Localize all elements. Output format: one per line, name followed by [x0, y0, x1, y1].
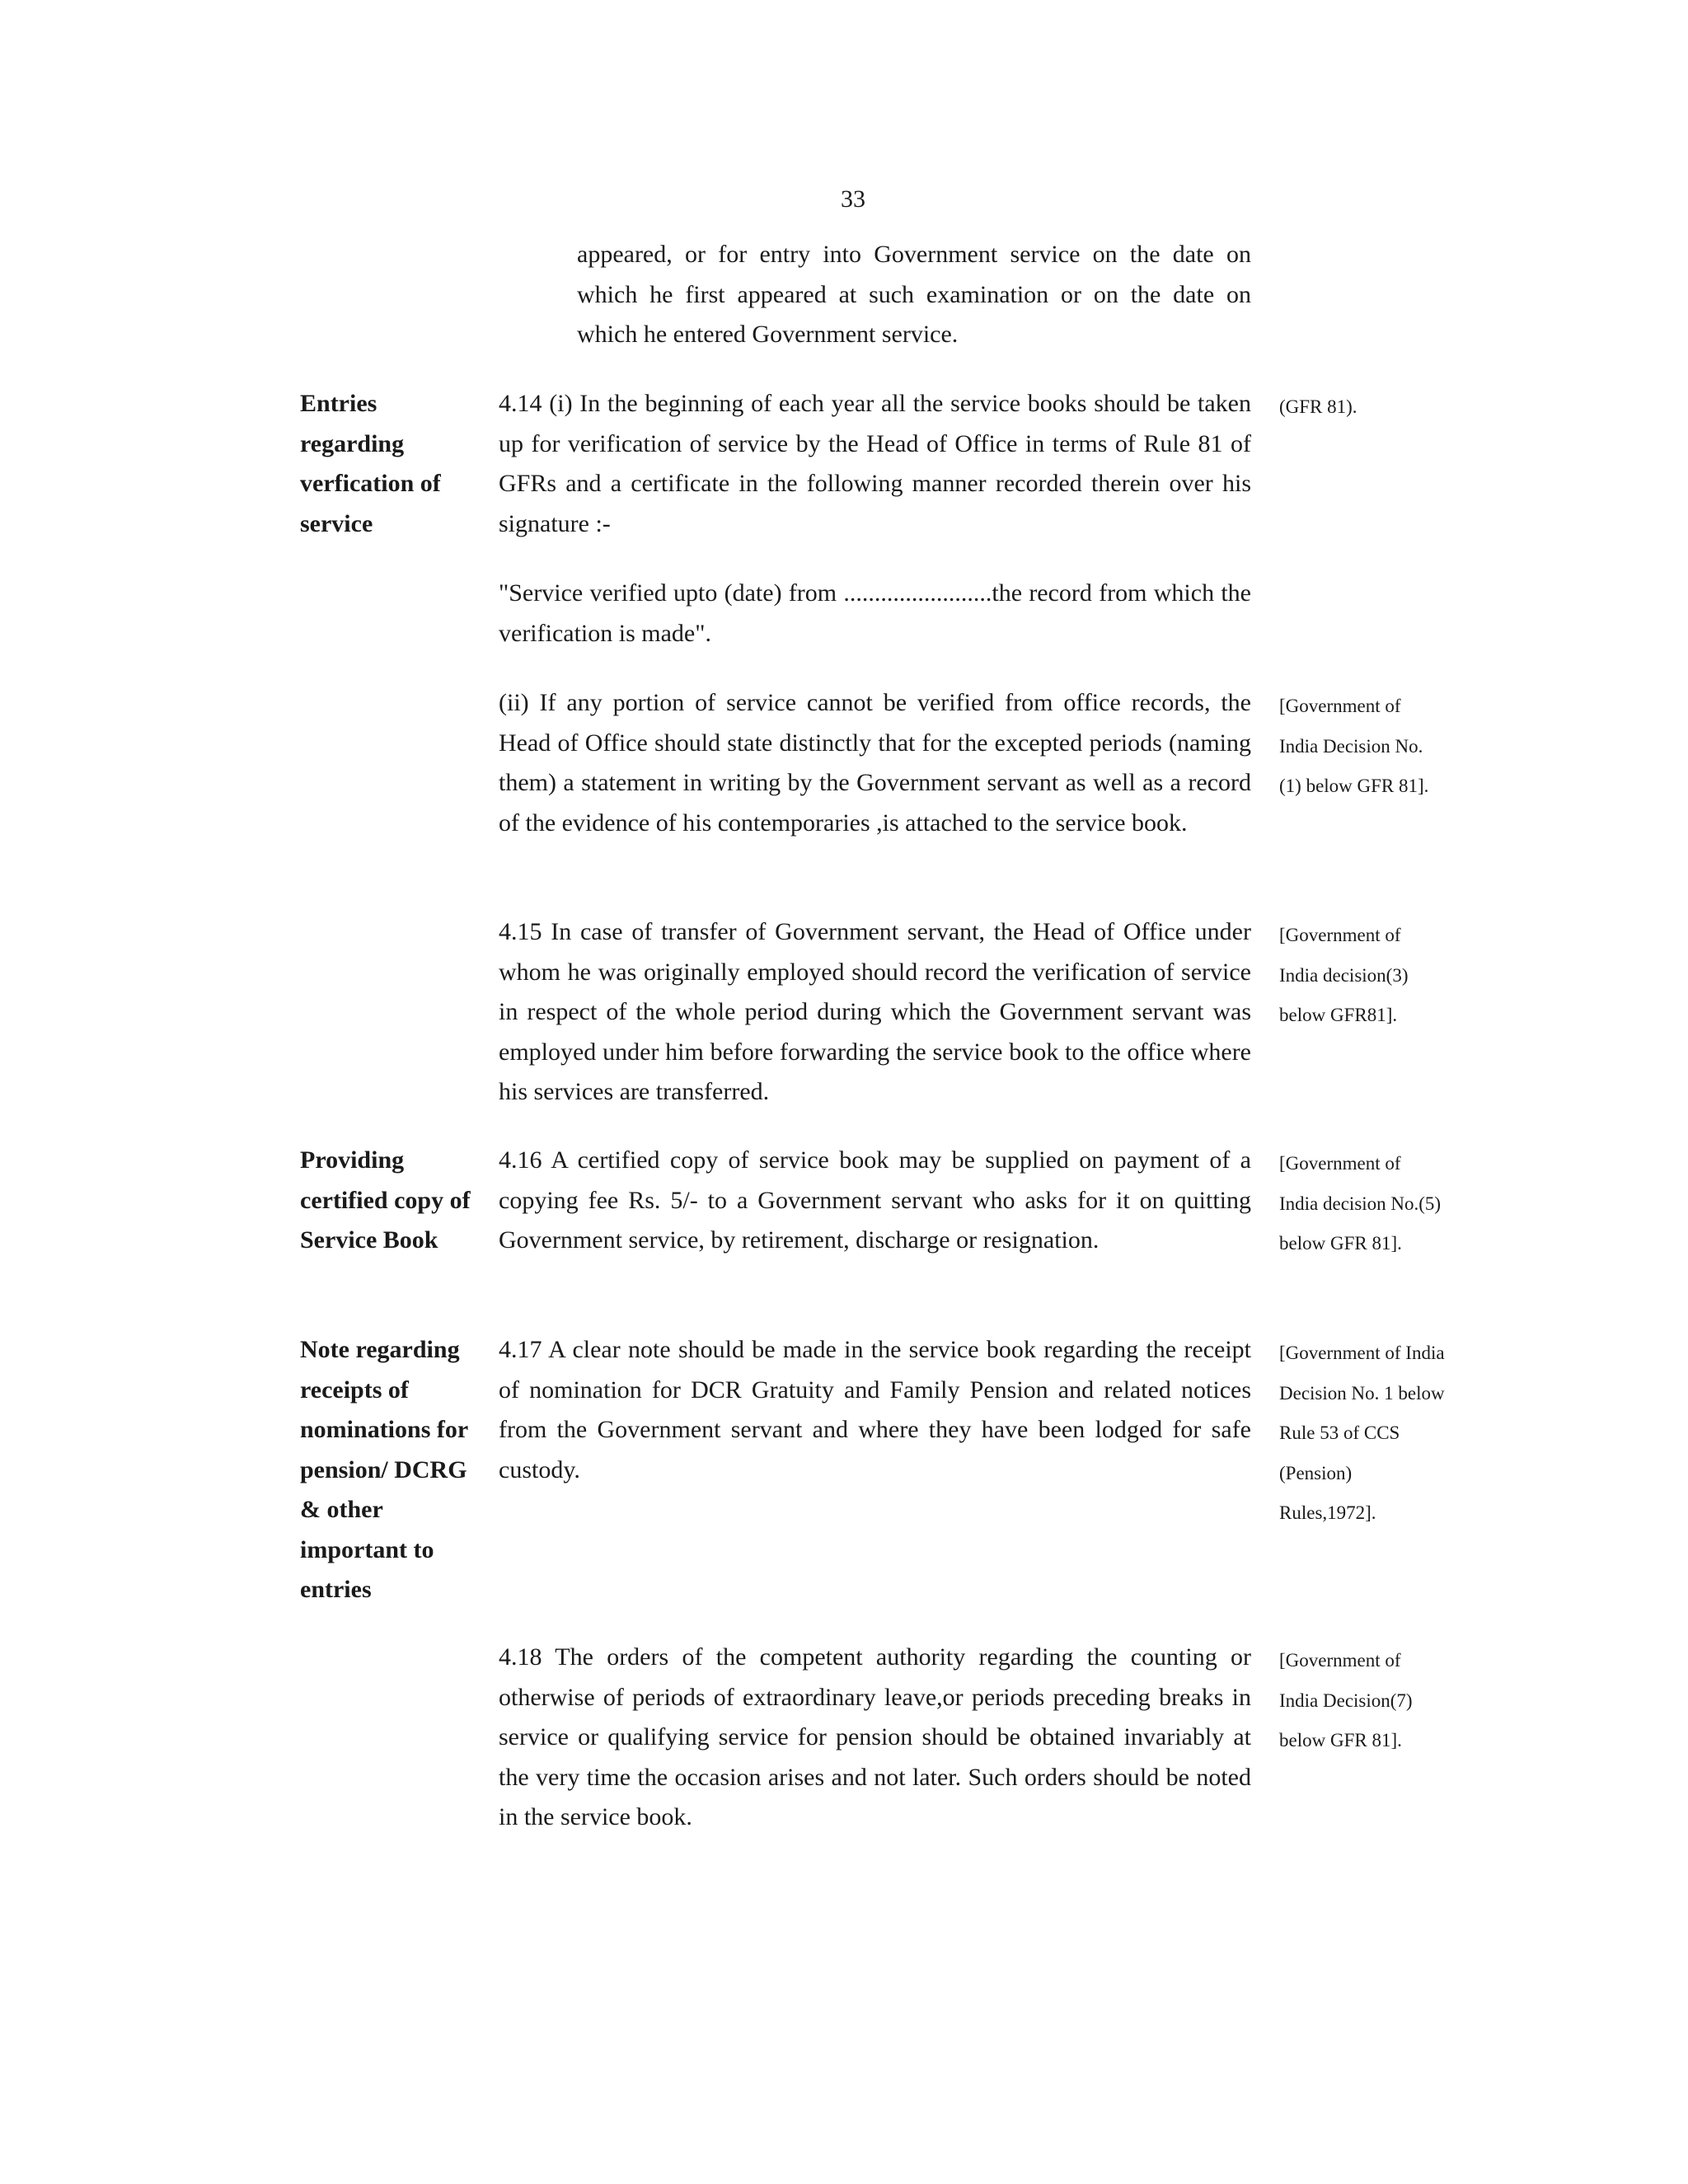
- side-heading-certified-copy: Providing certified copy of Service Book: [300, 1146, 471, 1254]
- paragraph-4-17: 4.17 A clear note should be made in the service book regarding the receipt of nomination for DCR Gratuity and Family Pension and related notices from the Government servant and where they have been lodged for safe custody.: [499, 1336, 1251, 1483]
- reference-4-16: [Government of India decision No.(5) below GFR 81].: [1279, 1153, 1442, 1254]
- reference-4-18: [Government of India Decision(7) below GFR 81].: [1279, 1650, 1413, 1750]
- reference-4-17: [Government of India Decision No. 1 below Rule 53 of CCS (Pension) Rules,1972].: [1279, 1343, 1445, 1523]
- certificate-text: "Service verified upto (date) from ........................the record from which the verification is made".: [499, 579, 1251, 647]
- page-number: 33: [841, 185, 865, 213]
- reference-4-14-ii: [Government of India Decision No.(1) below GFR 81].: [1279, 696, 1429, 796]
- continuation-paragraph: [577, 235, 1251, 355]
- paragraph-4-14-ii: (ii) If any portion of service cannot be verified from office records, the Head of Office should state distinctly that for the excepted periods (naming them) a statement in writing by the Government servant as well as a record of the evidence of his contemporaries ,is attached to the service book.: [499, 689, 1251, 837]
- paragraph-4-14-i: 4.14 (i) In the beginning of each year all the service books should be taken up for verification of service by the Head of Office in terms of Rule 81 of GFRs and a certificate in the following manner recorded therein over his signature :-: [499, 390, 1251, 537]
- side-heading-verification: Entries regarding verfication of service: [300, 390, 441, 537]
- reference-4-15: [Government of India decision(3) below GFR81].: [1279, 925, 1409, 1025]
- side-heading-nominations: Note regarding receipts of nominations for pension/ DCRG & other important to entries: [300, 1336, 468, 1603]
- paragraph-4-18: 4.18 The orders of the competent authority regarding the counting or otherwise of periods of extraordinary leave,or periods preceding breaks in service or qualifying service for pension should be obtained invariably at the very time the occasion arises and not later. Such orders should be noted in the service book.: [499, 1643, 1251, 1830]
- paragraph-4-16: 4.16 A certified copy of service book may be supplied on payment of a copying fee Rs. 5/- to a Government servant who asks for it on quitting Government service, by retirement, discharge or resignation.: [499, 1146, 1251, 1254]
- continuation-text: appeared, or for entry into Government service on the date on which he first appeared at such examination or on the date on which he entered Government service.: [577, 241, 1251, 348]
- paragraph-4-15: 4.15 In case of transfer of Government servant, the Head of Office under whom he was originally employed should record the verification of service in respect of the whole period during which the Government servant was employed under him before forwarding the service book to the office where his services are transferred.: [499, 918, 1251, 1105]
- reference-4-14-i: (GFR 81).: [1279, 396, 1357, 417]
